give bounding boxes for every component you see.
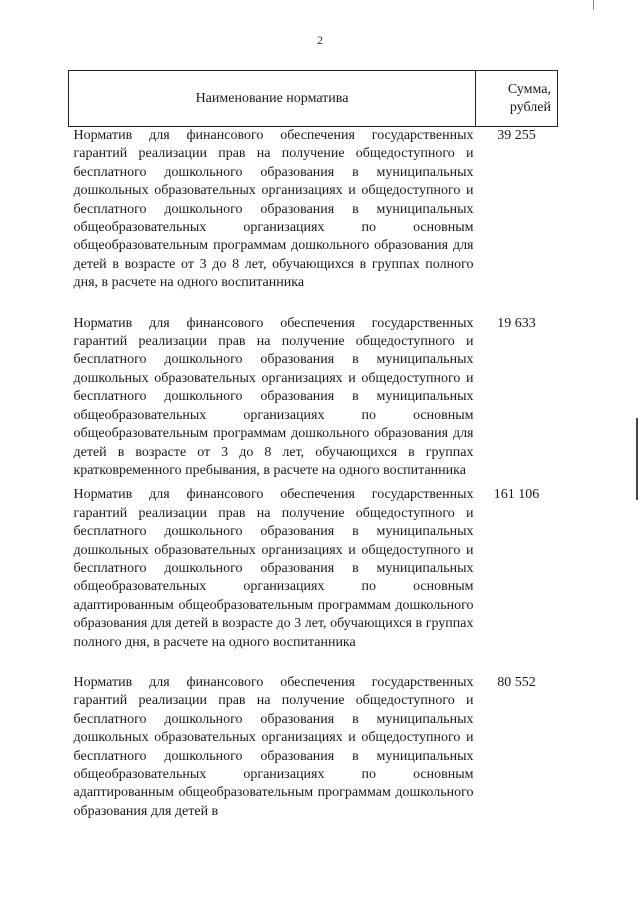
table-row — [69, 486, 558, 674]
normative-name: Норматив для финансового обеспечения государственных гарантий реализации прав на получение общедоступного и бесплатного дошкольного образования в муниципальных дошкольных образовательных организациях и общедоступного и бесплатного дошкольного образования в муниципальных общеобразовательных организациях по основным общеобразовательным программам дошкольного образования для детей в возрасте от 3 до 8 лет, обучающихся в группах кратковременного пребывания, в расчете на одного воспитанника — [73, 315, 474, 478]
table-header-row — [69, 71, 558, 127]
normative-name: Норматив для финансового обеспечения государственных гарантий реализации прав на получение общедоступного и бесплатного дошкольного образования в муниципальных дошкольных образовательных организациях и общедоступного и бесплатного дошкольного образования в муниципальных общеобразовательных организациях по основным общеобразовательным программам дошкольного образования для детей в возрасте от 3 до 8 лет, обучающихся в группах полного дня, в расчете на одного воспитанника — [73, 128, 474, 291]
header-name: Наименование норматива — [69, 71, 476, 127]
table-row — [69, 674, 558, 821]
table-row — [69, 315, 558, 487]
normative-sum: 39 255 — [497, 128, 536, 143]
page-number: 2 — [317, 33, 323, 47]
header-sum: Сумма, рублей — [476, 71, 558, 127]
scan-corner-mark — [593, 0, 594, 10]
normative-sum: 80 552 — [497, 674, 536, 690]
normative-name: Норматив для финансового обеспечения государственных гарантий реализации прав на получение общедоступного и бесплатного дошкольного образования в муниципальных дошкольных образовательных организациях и общедоступного и бесплатного дошкольного образования в муниципальных общеобразовательных организациях по основным адаптированным общеобразовательным программам дошкольного образования для детей в возрасте до 3 лет, обучающихся в группах полного дня, в расчете на одного воспитанника — [73, 487, 474, 650]
normatives-table — [68, 70, 558, 821]
normative-sum: 19 633 — [497, 315, 536, 331]
normative-sum: 161 106 — [493, 487, 540, 503]
scan-edge-mark — [636, 418, 638, 500]
normative-name: Норматив для финансового обеспечения государственных гарантий реализации прав на получение общедоступного и бесплатного дошкольного образования в муниципальных дошкольных образовательных организациях и общедоступного и бесплатного дошкольного образования в муниципальных общеобразовательных организациях по основным адаптированным общеобразовательным программам дошкольного образования для детей в — [73, 674, 474, 819]
table-row — [69, 127, 558, 315]
